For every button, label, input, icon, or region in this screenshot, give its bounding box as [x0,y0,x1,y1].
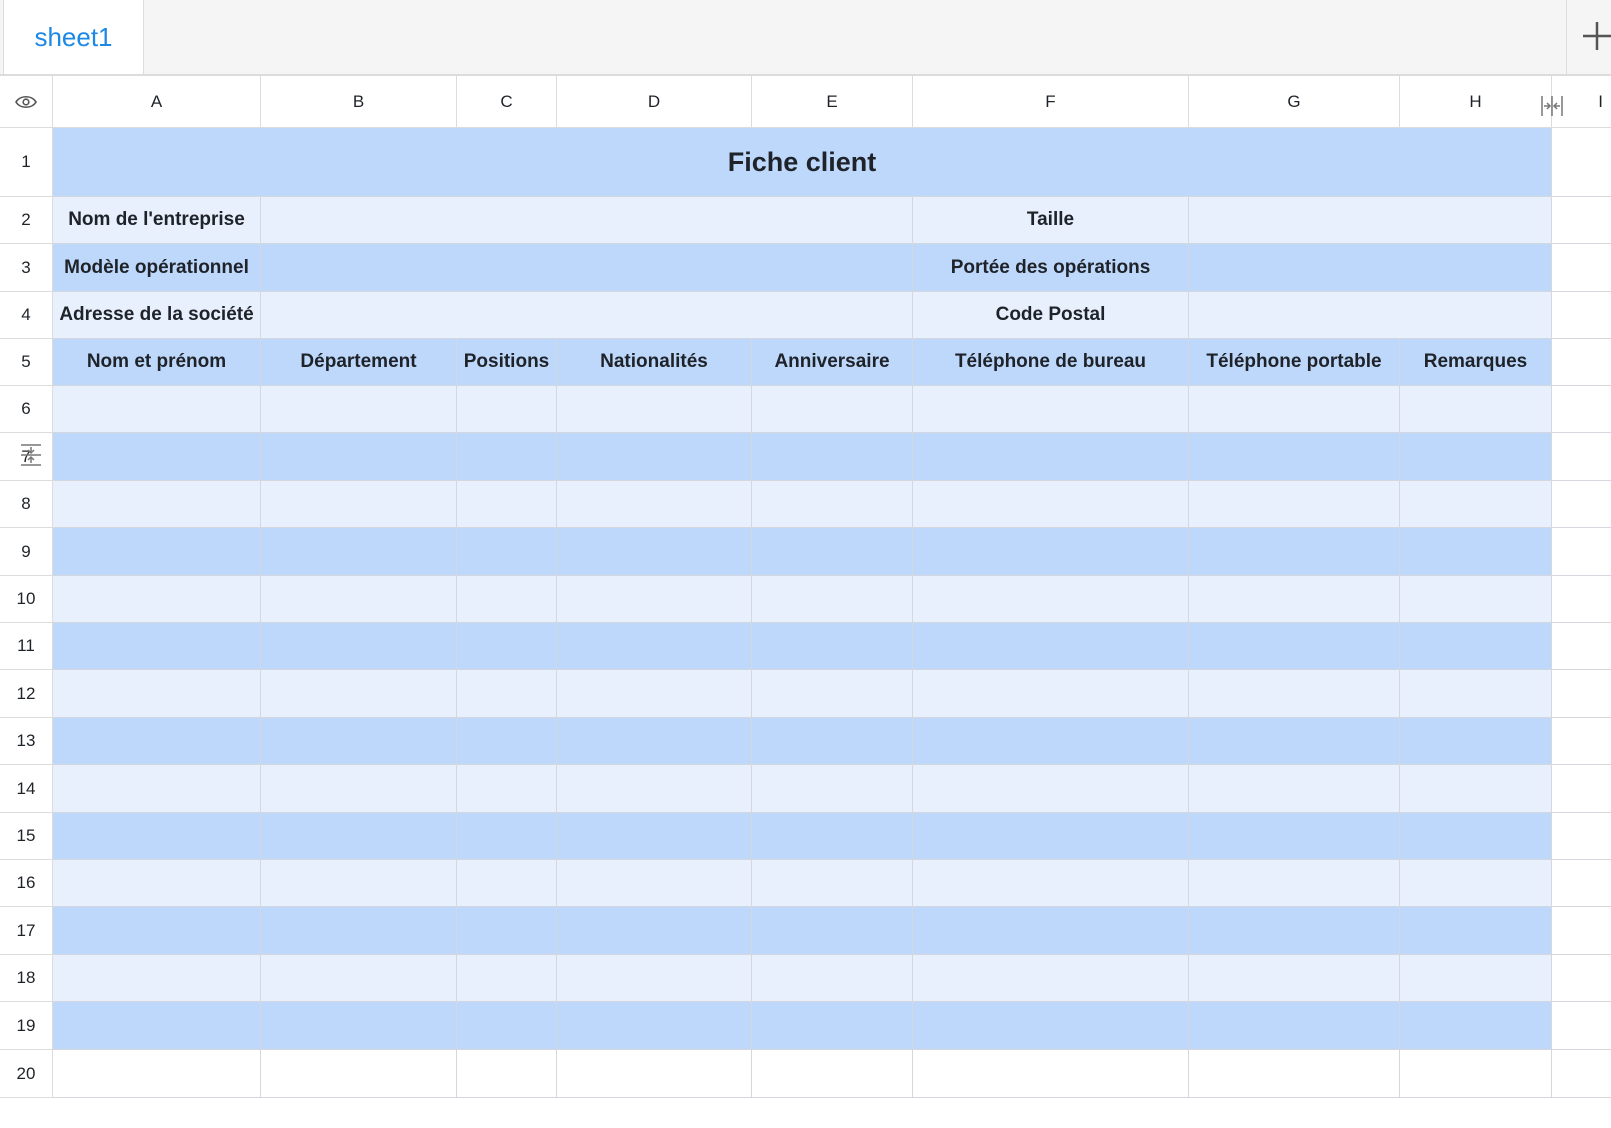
company-name-label[interactable]: Nom de l'entreprise [53,197,261,244]
company-name-value[interactable] [261,197,913,244]
cell[interactable] [1189,670,1400,718]
column-header-a[interactable]: A [53,76,261,128]
cell[interactable] [53,1002,261,1050]
cell[interactable] [557,765,752,813]
cell[interactable] [557,623,752,670]
cell[interactable] [1400,528,1552,576]
header-remarks[interactable]: Remarques [1400,339,1552,386]
operations-scope-label[interactable]: Portée des opérations [913,244,1189,292]
cell[interactable] [457,765,557,813]
header-full-name[interactable]: Nom et prénom [53,339,261,386]
size-value[interactable] [1189,197,1552,244]
cell[interactable] [1552,623,1611,670]
freeze-columns-icon[interactable] [1541,95,1563,117]
cell[interactable] [752,1050,913,1098]
cell[interactable] [752,1002,913,1050]
cell[interactable] [1189,1002,1400,1050]
cell[interactable] [261,718,457,765]
cell[interactable] [53,765,261,813]
cell[interactable] [1400,907,1552,955]
cell[interactable] [913,907,1189,955]
cell[interactable] [752,623,913,670]
header-positions[interactable]: Positions [457,339,557,386]
cell[interactable] [1552,907,1611,955]
cell[interactable] [457,386,557,433]
cell[interactable] [261,670,457,718]
cell[interactable] [752,481,913,528]
cell[interactable] [261,481,457,528]
cell[interactable] [1400,765,1552,813]
cell[interactable] [752,576,913,623]
cell[interactable] [557,1002,752,1050]
row-header-2[interactable]: 2 [0,197,53,244]
row-header-11[interactable]: 11 [0,623,53,670]
cell[interactable] [53,860,261,907]
cell[interactable] [1552,339,1611,386]
cell[interactable] [1189,576,1400,623]
cell[interactable] [1552,197,1611,244]
column-header-e[interactable]: E [752,76,913,128]
cell[interactable] [1400,1002,1552,1050]
cell[interactable] [752,813,913,860]
row-header-10[interactable]: 10 [0,576,53,623]
cell[interactable] [913,1002,1189,1050]
operating-model-value[interactable] [261,244,913,292]
cell[interactable] [457,718,557,765]
cell[interactable] [1552,670,1611,718]
cell[interactable] [1552,528,1611,576]
operations-scope-value[interactable] [1189,244,1552,292]
cell[interactable] [557,670,752,718]
cell[interactable] [913,813,1189,860]
cell[interactable] [1552,292,1611,339]
company-address-label[interactable]: Adresse de la société [53,292,261,339]
cell[interactable] [1189,481,1400,528]
cell[interactable] [913,481,1189,528]
cell[interactable] [457,813,557,860]
cell[interactable] [752,765,913,813]
cell[interactable] [53,813,261,860]
company-address-value[interactable] [261,292,913,339]
cell[interactable] [457,481,557,528]
cell[interactable] [752,670,913,718]
cell[interactable] [261,433,457,481]
cell[interactable] [1189,860,1400,907]
cell[interactable] [53,1050,261,1098]
cell[interactable] [1552,1050,1611,1098]
cell[interactable] [557,813,752,860]
header-nationalities[interactable]: Nationalités [557,339,752,386]
cell[interactable] [913,1050,1189,1098]
cell[interactable] [752,528,913,576]
cell[interactable] [53,481,261,528]
cell[interactable] [53,718,261,765]
cell[interactable] [1189,386,1400,433]
column-header-i[interactable]: I [1552,76,1611,128]
cell[interactable] [457,528,557,576]
cell[interactable] [1400,433,1552,481]
cell[interactable] [557,528,752,576]
cell[interactable] [913,433,1189,481]
cell[interactable] [1400,576,1552,623]
cell[interactable] [1552,244,1611,292]
column-header-g[interactable]: G [1189,76,1400,128]
cell[interactable] [913,860,1189,907]
cell[interactable] [1552,813,1611,860]
cell[interactable] [557,907,752,955]
column-header-b[interactable]: B [261,76,457,128]
cell[interactable] [53,623,261,670]
cell[interactable] [913,386,1189,433]
column-header-h[interactable]: H [1400,76,1552,128]
cell[interactable] [53,907,261,955]
cell[interactable] [557,1050,752,1098]
cell[interactable] [752,433,913,481]
cell[interactable] [752,386,913,433]
cell[interactable] [752,955,913,1002]
header-department[interactable]: Département [261,339,457,386]
cell[interactable] [752,907,913,955]
cell[interactable] [261,860,457,907]
cell[interactable] [913,955,1189,1002]
row-header-20[interactable]: 20 [0,1050,53,1098]
cell[interactable] [1400,813,1552,860]
cell[interactable] [261,813,457,860]
cell[interactable] [913,528,1189,576]
sheet-tab-label: sheet1 [34,21,113,52]
cell[interactable] [261,955,457,1002]
postal-code-value[interactable] [1189,292,1552,339]
form-title[interactable]: Fiche client [53,128,1552,197]
cell[interactable] [457,433,557,481]
cell[interactable] [1189,765,1400,813]
cell[interactable] [752,860,913,907]
row-header-7[interactable]: 7 [0,433,53,481]
cell[interactable] [913,670,1189,718]
row-header-17[interactable]: 17 [0,907,53,955]
cell[interactable] [1552,955,1611,1002]
cell[interactable] [53,576,261,623]
row-header-19[interactable]: 19 [0,1002,53,1050]
size-label[interactable]: Taille [913,197,1189,244]
postal-code-label[interactable]: Code Postal [913,292,1189,339]
cell[interactable] [1189,528,1400,576]
freeze-rows-icon[interactable] [20,444,42,466]
cell[interactable] [53,670,261,718]
cell[interactable] [1552,1002,1611,1050]
cell[interactable] [53,955,261,1002]
cell[interactable] [457,670,557,718]
cell[interactable] [261,528,457,576]
row-header-16[interactable]: 16 [0,860,53,907]
operating-model-label[interactable]: Modèle opérationnel [53,244,261,292]
cell[interactable] [1552,718,1611,765]
cell[interactable] [1189,623,1400,670]
cell[interactable] [1552,765,1611,813]
column-header-f[interactable]: F [913,76,1189,128]
header-birthday[interactable]: Anniversaire [752,339,913,386]
row-header-4[interactable]: 4 [0,292,53,339]
cell[interactable] [1552,386,1611,433]
cell[interactable] [53,433,261,481]
select-all-corner[interactable] [0,76,53,128]
cell[interactable] [913,623,1189,670]
cell[interactable] [53,528,261,576]
cell[interactable] [261,576,457,623]
row-header-9[interactable]: 9 [0,528,53,576]
cell[interactable] [913,718,1189,765]
row-header-13[interactable]: 13 [0,718,53,765]
cell[interactable] [913,765,1189,813]
cell[interactable] [1400,860,1552,907]
header-office-phone[interactable]: Téléphone de bureau [913,339,1189,386]
cell[interactable] [457,907,557,955]
eye-icon [15,95,37,109]
cell[interactable] [1189,813,1400,860]
cell[interactable] [261,623,457,670]
cell[interactable] [457,623,557,670]
row-header-12[interactable]: 12 [0,670,53,718]
column-header-d[interactable]: D [557,76,752,128]
cell[interactable] [53,386,261,433]
cell[interactable] [557,718,752,765]
cell[interactable] [457,1050,557,1098]
cell[interactable] [752,718,913,765]
sheet-tab-sheet1[interactable] [3,0,144,74]
cell[interactable] [1189,955,1400,1002]
cell[interactable] [557,433,752,481]
row-header-8[interactable]: 8 [0,481,53,528]
sheet-tab-bar [0,0,1611,76]
add-sheet-button[interactable] [1566,0,1611,74]
cell[interactable] [1400,670,1552,718]
row-header-3[interactable]: 3 [0,244,53,292]
cell[interactable] [1189,433,1400,481]
cell[interactable] [1552,433,1611,481]
row-header-14[interactable]: 14 [0,765,53,813]
cell[interactable] [457,576,557,623]
cell[interactable] [1552,860,1611,907]
cell[interactable] [1552,576,1611,623]
cell[interactable] [557,386,752,433]
row-header-1[interactable]: 1 [0,128,53,197]
cell[interactable] [261,1050,457,1098]
row-header-6[interactable]: 6 [0,386,53,433]
cell[interactable] [1189,1050,1400,1098]
cell[interactable] [261,907,457,955]
cell[interactable] [557,481,752,528]
cell[interactable] [1400,1050,1552,1098]
cell[interactable] [457,955,557,1002]
cell[interactable] [557,576,752,623]
cell[interactable] [1400,955,1552,1002]
cell[interactable] [913,576,1189,623]
cell[interactable] [1400,481,1552,528]
cell[interactable] [557,860,752,907]
cell[interactable] [557,955,752,1002]
row-header-18[interactable]: 18 [0,955,53,1002]
header-mobile-phone[interactable]: Téléphone portable [1189,339,1400,386]
row-header-15[interactable]: 15 [0,813,53,860]
cell[interactable] [261,765,457,813]
cell[interactable] [1189,907,1400,955]
cell[interactable] [457,860,557,907]
cell[interactable] [457,1002,557,1050]
cell[interactable] [1400,623,1552,670]
cell[interactable] [1552,481,1611,528]
cell[interactable] [1400,718,1552,765]
cell[interactable] [261,386,457,433]
row-header-5[interactable]: 5 [0,339,53,386]
cell[interactable] [1189,718,1400,765]
cell[interactable] [1400,386,1552,433]
cell[interactable] [1552,128,1611,197]
cell[interactable] [261,1002,457,1050]
column-header-c[interactable]: C [457,76,557,128]
plus-icon [1583,21,1611,51]
